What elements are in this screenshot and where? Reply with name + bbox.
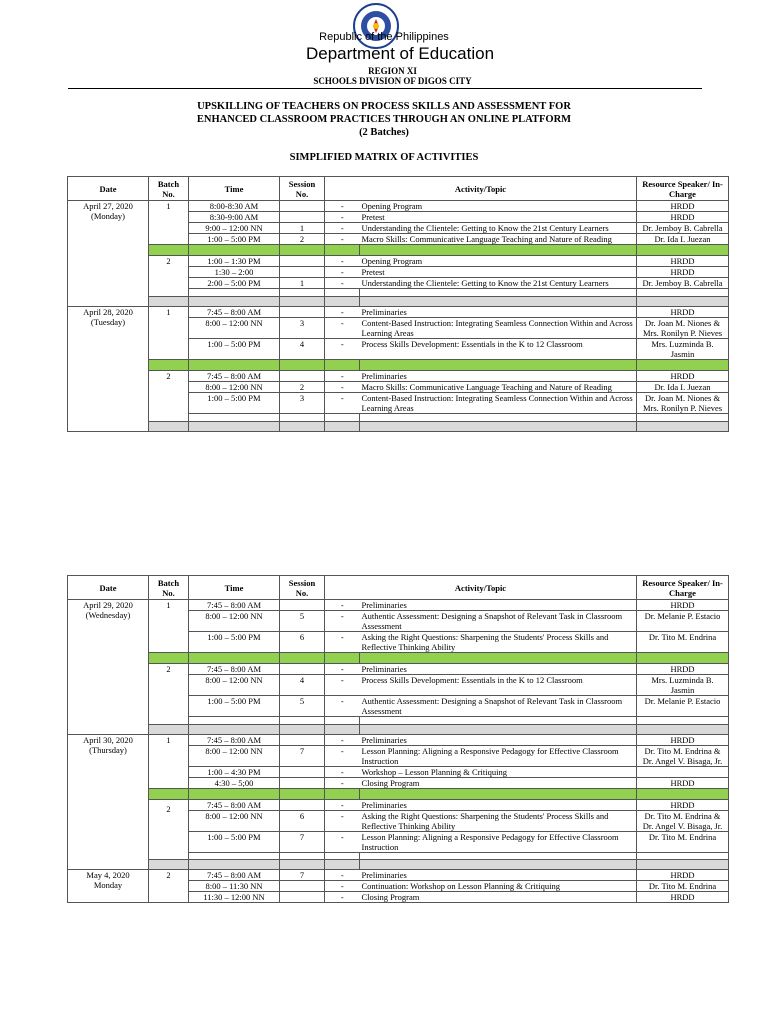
session-cell: 6 xyxy=(280,811,325,832)
speaker-cell: Dr. Ida I. Juezan xyxy=(637,234,729,245)
activity-cell: Preliminaries xyxy=(360,800,637,811)
bullet-dash: - xyxy=(325,600,360,611)
session-cell xyxy=(280,371,325,382)
date-cell: May 4, 2020 Monday xyxy=(68,870,149,903)
time-cell: 1:00 – 5:00 PM xyxy=(189,832,280,853)
batch-cell: 2 xyxy=(149,256,189,297)
table-row xyxy=(68,735,729,746)
col-speaker: Resource Speaker/ In-Charge xyxy=(637,177,729,201)
time-cell: 8:00 – 12:00 NN xyxy=(189,318,280,339)
document-title-line-2: ENHANCED CLASSROOM PRACTICES THROUGH AN ONLINE PLATFORM xyxy=(196,114,572,125)
activity-cell: Opening Program xyxy=(360,201,637,212)
session-cell xyxy=(280,201,325,212)
session-cell: 6 xyxy=(280,632,325,653)
batch-cell: 1 xyxy=(149,600,189,653)
speaker-cell: Mrs. Luzminda B. Jasmin xyxy=(637,339,729,360)
bullet-dash: - xyxy=(325,881,360,892)
time-cell: 7:45 – 8:00 AM xyxy=(189,735,280,746)
time-cell: 8:00 – 12:00 NN xyxy=(189,675,280,696)
col-activity: Activity/Topic xyxy=(325,177,637,201)
activity-cell: Asking the Right Questions: Sharpening the Students' Process Skills and Reflective Thinking Ability xyxy=(360,811,637,832)
activity-cell: Asking the Right Questions: Sharpening the Students' Process Skills and Reflective Thinking Ability xyxy=(360,632,637,653)
session-cell: 1 xyxy=(280,278,325,289)
activity-cell: Preliminaries xyxy=(360,600,637,611)
bullet-dash: - xyxy=(325,800,360,811)
col-session: Session No. xyxy=(280,177,325,201)
time-cell: 1:00 – 5:00 PM xyxy=(189,696,280,717)
col-session: Session No. xyxy=(280,576,325,600)
speaker-cell: HRDD xyxy=(637,778,729,789)
time-cell: 1:30 – 2:00 xyxy=(189,267,280,278)
division-label: SCHOOLS DIVISION OF DIGOS CITY xyxy=(313,76,472,86)
time-cell: 8:00-8:30 AM xyxy=(189,201,280,212)
bullet-dash: - xyxy=(325,234,360,245)
speaker-cell: Dr. Tito M. Endrina xyxy=(637,632,729,653)
batch-cell: 1 xyxy=(149,307,189,360)
activities-table-2 xyxy=(67,575,729,903)
date-cell: April 27, 2020 (Monday) xyxy=(68,201,149,307)
session-cell: 2 xyxy=(280,382,325,393)
activity-cell: Macro Skills: Communicative Language Teaching and Nature of Reading xyxy=(360,234,637,245)
session-cell: 5 xyxy=(280,696,325,717)
speaker-cell: HRDD xyxy=(637,307,729,318)
time-cell: 11:30 – 12:00 NN xyxy=(189,892,280,903)
session-cell xyxy=(280,800,325,811)
time-cell: 1:00 – 5:00 PM xyxy=(189,339,280,360)
speaker-cell: Dr. Melanie P. Estacio xyxy=(637,696,729,717)
col-date: Date xyxy=(68,177,149,201)
speaker-cell: HRDD xyxy=(637,267,729,278)
session-cell xyxy=(280,600,325,611)
day-separator xyxy=(68,860,729,870)
bullet-dash: - xyxy=(325,393,360,414)
table-row xyxy=(68,600,729,611)
time-cell: 2:00 – 5:00 PM xyxy=(189,278,280,289)
activity-cell: Lesson Planning: Aligning a Responsive Pedagogy for Effective Classroom Instruction xyxy=(360,746,637,767)
table-row xyxy=(68,870,729,881)
time-cell: 8:00 – 12:00 NN xyxy=(189,746,280,767)
session-cell xyxy=(280,778,325,789)
session-cell: 5 xyxy=(280,611,325,632)
bullet-dash: - xyxy=(325,632,360,653)
batch-cell: 2 xyxy=(149,870,189,903)
activity-cell: Opening Program xyxy=(360,256,637,267)
speaker-cell: Dr. Melanie P. Estacio xyxy=(637,611,729,632)
session-cell: 7 xyxy=(280,746,325,767)
session-cell xyxy=(280,892,325,903)
time-cell: 8:00 – 12:00 NN xyxy=(189,382,280,393)
activity-cell: Understanding the Clientele: Getting to Know the 21st Century Learners xyxy=(360,278,637,289)
time-cell: 1:00 – 5:00 PM xyxy=(189,393,280,414)
time-cell: 1:00 – 1:30 PM xyxy=(189,256,280,267)
bullet-dash: - xyxy=(325,223,360,234)
bullet-dash: - xyxy=(325,318,360,339)
batch-separator xyxy=(68,360,729,371)
activity-cell: Lesson Planning: Aligning a Responsive Pedagogy for Effective Classroom Instruction xyxy=(360,832,637,853)
batch-cell: 1 xyxy=(149,735,189,789)
activity-cell: Preliminaries xyxy=(360,307,637,318)
activity-cell: Content-Based Instruction: Integrating Seamless Connection Within and Across Learning Areas xyxy=(360,318,637,339)
time-cell: 8:00 – 12:00 NN xyxy=(189,811,280,832)
matrix-title: SIMPLIFIED MATRIX OF ACTIVITIES xyxy=(289,152,479,163)
time-cell: 7:45 – 8:00 AM xyxy=(189,870,280,881)
session-cell: 1 xyxy=(280,223,325,234)
date-cell: April 29, 2020 (Wednesday) xyxy=(68,600,149,735)
session-cell xyxy=(280,256,325,267)
activity-cell: Authentic Assessment: Designing a Snapshot of Relevant Task in Classroom Assessment xyxy=(360,611,637,632)
bullet-dash: - xyxy=(325,382,360,393)
activity-cell: Continuation: Workshop on Lesson Planning & Critiquing xyxy=(360,881,637,892)
table-row xyxy=(68,307,729,318)
col-date: Date xyxy=(68,576,149,600)
time-cell: 7:45 – 8:00 AM xyxy=(189,664,280,675)
document-title-line-3: (2 Batches) xyxy=(359,127,409,138)
bullet-dash: - xyxy=(325,675,360,696)
col-time: Time xyxy=(189,576,280,600)
session-cell: 3 xyxy=(280,318,325,339)
time-cell: 8:00 – 11:30 NN xyxy=(189,881,280,892)
batch-cell: 1 xyxy=(149,201,189,245)
activity-cell: Pretest xyxy=(360,212,637,223)
bullet-dash: - xyxy=(325,767,360,778)
bullet-dash: - xyxy=(325,212,360,223)
speaker-cell: Dr. Tito M. Endrina & Dr. Angel V. Bisaga, Jr. xyxy=(637,746,729,767)
session-cell: 4 xyxy=(280,339,325,360)
activity-cell: Content-Based Instruction: Integrating Seamless Connection Within and Across Learning Areas xyxy=(360,393,637,414)
speaker-cell: Mrs. Luzminda B. Jasmin xyxy=(637,675,729,696)
table-row xyxy=(68,371,729,382)
activity-cell: Preliminaries xyxy=(360,371,637,382)
session-cell xyxy=(280,212,325,223)
time-cell: 7:45 – 8:00 AM xyxy=(189,307,280,318)
activity-cell: Authentic Assessment: Designing a Snapshot of Relevant Task in Classroom Assessment xyxy=(360,696,637,717)
table-row xyxy=(68,201,729,212)
activities-table-1 xyxy=(67,176,729,432)
speaker-cell: Dr. Joan M. Niones & Mrs. Ronilyn P. Nieves xyxy=(637,318,729,339)
bullet-dash: - xyxy=(325,735,360,746)
day-separator xyxy=(68,297,729,307)
bullet-dash: - xyxy=(325,832,360,853)
bullet-dash: - xyxy=(325,811,360,832)
session-cell xyxy=(280,767,325,778)
speaker-cell: Dr. Tito M. Endrina xyxy=(637,832,729,853)
time-cell: 7:45 – 8:00 AM xyxy=(189,371,280,382)
bullet-dash: - xyxy=(325,778,360,789)
activity-cell: Preliminaries xyxy=(360,870,637,881)
header-divider xyxy=(68,88,702,89)
table-row xyxy=(68,800,729,811)
session-cell xyxy=(280,881,325,892)
table-header-row xyxy=(68,576,729,600)
session-cell xyxy=(280,664,325,675)
session-cell: 7 xyxy=(280,832,325,853)
time-cell: 4:30 – 5;00 xyxy=(189,778,280,789)
speaker-cell: Dr. Ida I. Juezan xyxy=(637,382,729,393)
session-cell: 7 xyxy=(280,870,325,881)
speaker-cell: HRDD xyxy=(637,600,729,611)
table-row xyxy=(68,664,729,675)
batch-separator xyxy=(68,789,729,800)
republic-label: Republic of the Philippines xyxy=(319,31,449,43)
speaker-cell: Dr. Jemboy B. Cabrella xyxy=(637,278,729,289)
bullet-dash: - xyxy=(325,892,360,903)
region-label: REGION XI xyxy=(368,66,417,76)
speaker-cell: HRDD xyxy=(637,735,729,746)
bullet-dash: - xyxy=(325,256,360,267)
activity-cell: Understanding the Clientele: Getting to Know the 21st Century Learners xyxy=(360,223,637,234)
speaker-cell: HRDD xyxy=(637,201,729,212)
table-header-row xyxy=(68,177,729,201)
col-activity: Activity/Topic xyxy=(325,576,637,600)
bullet-dash: - xyxy=(325,696,360,717)
bullet-dash: - xyxy=(325,278,360,289)
session-cell: 3 xyxy=(280,393,325,414)
speaker-cell xyxy=(637,767,729,778)
batch-cell: 2 xyxy=(149,371,189,422)
activity-cell: Preliminaries xyxy=(360,735,637,746)
bullet-dash: - xyxy=(325,267,360,278)
speaker-cell: HRDD xyxy=(637,892,729,903)
speaker-cell: HRDD xyxy=(637,256,729,267)
time-cell: 8:30-9:00 AM xyxy=(189,212,280,223)
activity-cell: Closing Program xyxy=(360,892,637,903)
col-time: Time xyxy=(189,177,280,201)
session-cell xyxy=(280,307,325,318)
speaker-cell: HRDD xyxy=(637,664,729,675)
bullet-dash: - xyxy=(325,307,360,318)
col-batch: Batch No. xyxy=(149,576,189,600)
department-label: Department of Education xyxy=(305,44,495,63)
date-cell: April 28, 2020 (Tuesday) xyxy=(68,307,149,432)
session-cell: 2 xyxy=(280,234,325,245)
time-cell: 1:00 – 5:00 PM xyxy=(189,234,280,245)
activity-cell: Pretest xyxy=(360,267,637,278)
document-title-line-1: UPSKILLING OF TEACHERS ON PROCESS SKILLS AND ASSESSMENT FOR xyxy=(197,101,571,112)
time-cell: 1:00 – 5:00 PM xyxy=(189,632,280,653)
day-separator xyxy=(68,725,729,735)
batch-cell: 2 xyxy=(149,800,189,860)
col-batch: Batch No. xyxy=(149,177,189,201)
date-cell: April 30, 2020 (Thursday) xyxy=(68,735,149,870)
speaker-cell: Dr. Tito M. Endrina & Dr. Angel V. Bisaga, Jr. xyxy=(637,811,729,832)
bullet-dash: - xyxy=(325,371,360,382)
speaker-cell: HRDD xyxy=(637,800,729,811)
speaker-cell: HRDD xyxy=(637,212,729,223)
batch-cell: 2 xyxy=(149,664,189,725)
activity-cell: Process Skills Development: Essentials in the K to 12 Classroom xyxy=(360,339,637,360)
batch-separator xyxy=(68,653,729,664)
activity-cell: Workshop – Lesson Planning & Critiquing xyxy=(360,767,637,778)
bullet-dash: - xyxy=(325,611,360,632)
speaker-cell: HRDD xyxy=(637,371,729,382)
bullet-dash: - xyxy=(325,870,360,881)
activity-cell: Process Skills Development: Essentials in the K to 12 Classroom xyxy=(360,675,637,696)
activity-cell: Closing Program xyxy=(360,778,637,789)
speaker-cell: HRDD xyxy=(637,870,729,881)
time-cell: 8:00 – 12:00 NN xyxy=(189,611,280,632)
bullet-dash: - xyxy=(325,746,360,767)
time-cell: 9:00 – 12:00 NN xyxy=(189,223,280,234)
activity-cell: Preliminaries xyxy=(360,664,637,675)
speaker-cell: Dr. Tito M. Endrina xyxy=(637,881,729,892)
table-row xyxy=(68,256,729,267)
session-cell xyxy=(280,267,325,278)
time-cell: 1:00 – 4:30 PM xyxy=(189,767,280,778)
speaker-cell: Dr. Jemboy B. Cabrella xyxy=(637,223,729,234)
bullet-dash: - xyxy=(325,339,360,360)
session-cell: 4 xyxy=(280,675,325,696)
speaker-cell: Dr. Joan M. Niones & Mrs. Ronilyn P. Nieves xyxy=(637,393,729,414)
col-speaker: Resource Speaker/ In-Charge xyxy=(637,576,729,600)
activity-cell: Macro Skills: Communicative Language Teaching and Nature of Reading xyxy=(360,382,637,393)
time-cell: 7:45 – 8:00 AM xyxy=(189,800,280,811)
bullet-dash: - xyxy=(325,201,360,212)
bullet-dash: - xyxy=(325,664,360,675)
session-cell xyxy=(280,735,325,746)
batch-separator xyxy=(68,245,729,256)
time-cell: 7:45 – 8:00 AM xyxy=(189,600,280,611)
day-separator xyxy=(68,422,729,432)
